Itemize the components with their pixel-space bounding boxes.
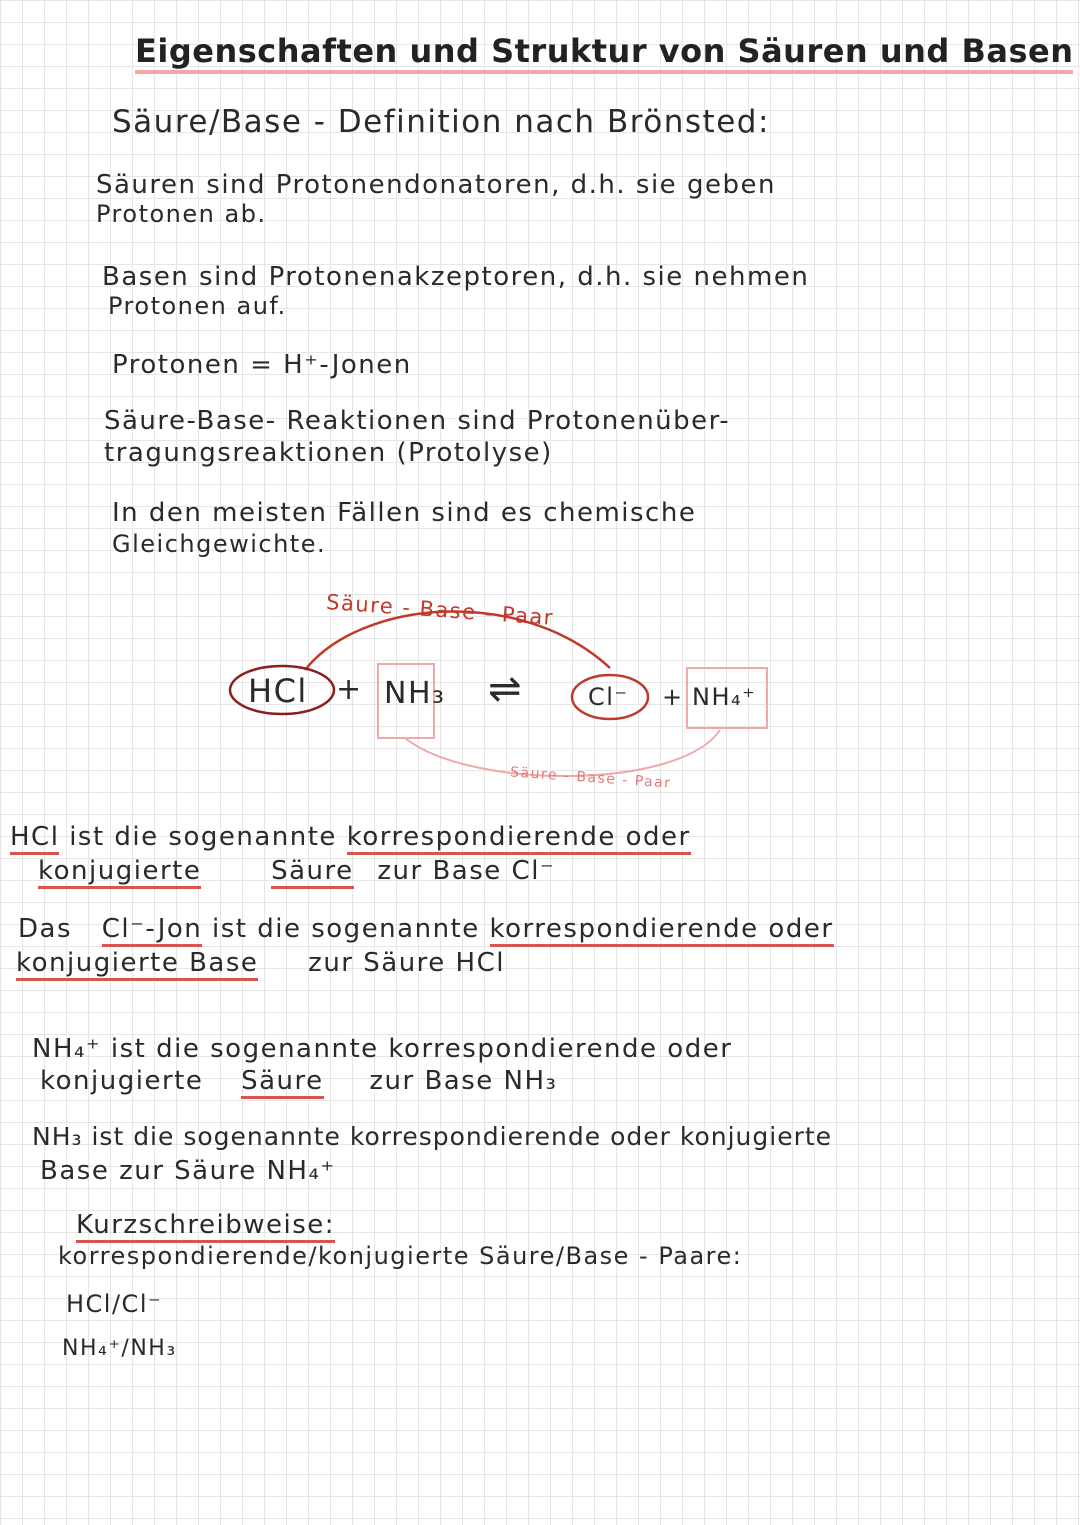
acids-line-1: Säuren sind Protonendonatoren, d.h. sie geben xyxy=(96,170,776,200)
plus-sign-1: + xyxy=(336,672,363,707)
equilibria-line-1: In den meisten Fällen sind es chemische xyxy=(112,498,697,528)
explanation-3-tail: zur Base NH₃ xyxy=(369,1066,558,1096)
acids-line-2: Protonen ab. xyxy=(96,200,267,228)
short-notation-subheading: korrespondierende/konjugierte Säure/Base - Paare: xyxy=(58,1242,743,1270)
konjugierte-word: konjugierte xyxy=(40,1066,204,1096)
explanation-4-line-2: Base zur Säure NH₄⁺ xyxy=(40,1156,336,1186)
explanation-1-line-2 xyxy=(38,856,555,886)
short-notation-heading: Kurzschreibweise: xyxy=(76,1210,335,1243)
pair-label-top: Säure - Base - Paar xyxy=(325,590,555,630)
explanation-1-line-1 xyxy=(10,822,691,852)
reactions-line-2: tragungsreaktionen (Protolyse) xyxy=(104,438,553,468)
explanation-1-text: ist die sogenannte xyxy=(69,822,337,852)
cl-ion-term: Cl⁻-Jon xyxy=(102,914,202,947)
equilibria-line-2: Gleichgewichte. xyxy=(112,530,327,558)
explanation-4-line-1: NH₃ ist die sogenannte korrespondierende oder konjugierte xyxy=(32,1122,833,1151)
definition-heading: Säure/Base - Definition nach Brönsted: xyxy=(112,104,770,140)
hcl-term: HCl xyxy=(10,822,59,855)
konjugierte-term: konjugierte xyxy=(38,856,201,889)
formula-nh4: NH₄⁺ xyxy=(692,683,757,711)
equilibrium-arrow: ⇌ xyxy=(488,666,524,712)
explanation-3-line-2 xyxy=(40,1066,557,1096)
saeure-term: Säure xyxy=(271,856,354,889)
saeure-term-2: Säure xyxy=(241,1066,324,1099)
explanation-2-term: korrespondierende oder xyxy=(490,914,834,947)
konjugierte-base-term: konjugierte Base xyxy=(16,948,258,981)
explanation-2-line-1 xyxy=(18,914,834,944)
explanation-2-text: ist die sogenannte xyxy=(212,914,480,944)
das-word: Das xyxy=(18,914,72,944)
pair-label-bottom: Säure - Base - Paar xyxy=(509,764,672,792)
plus-sign-2: + xyxy=(662,683,684,711)
reactions-line-1: Säure-Base- Reaktionen sind Protonenüber- xyxy=(104,406,731,436)
bases-line-2: Protonen auf. xyxy=(108,292,287,320)
protons-line: Protonen = H⁺-Jonen xyxy=(112,350,412,380)
formula-cl: Cl⁻ xyxy=(588,683,629,711)
explanation-3-line-1: NH₄⁺ ist die sogenannte korrespondierende oder xyxy=(32,1034,733,1064)
bases-line-1: Basen sind Protonenakzeptoren, d.h. sie nehmen xyxy=(102,262,810,292)
pair-nh4-nh3: NH₄⁺/NH₃ xyxy=(62,1336,177,1361)
explanation-2-tail: zur Säure HCl xyxy=(308,948,505,978)
explanation-2-line-2 xyxy=(16,948,505,978)
explanation-1-term: korrespondierende oder xyxy=(347,822,691,855)
formula-hcl: HCl xyxy=(248,672,308,710)
explanation-1-tail: zur Base Cl⁻ xyxy=(377,856,556,886)
pair-hcl-cl: HCl/Cl⁻ xyxy=(66,1290,163,1318)
page-title: Eigenschaften und Struktur von Säuren und Basen xyxy=(135,32,1073,74)
formula-nh3: NH₃ xyxy=(384,676,446,711)
